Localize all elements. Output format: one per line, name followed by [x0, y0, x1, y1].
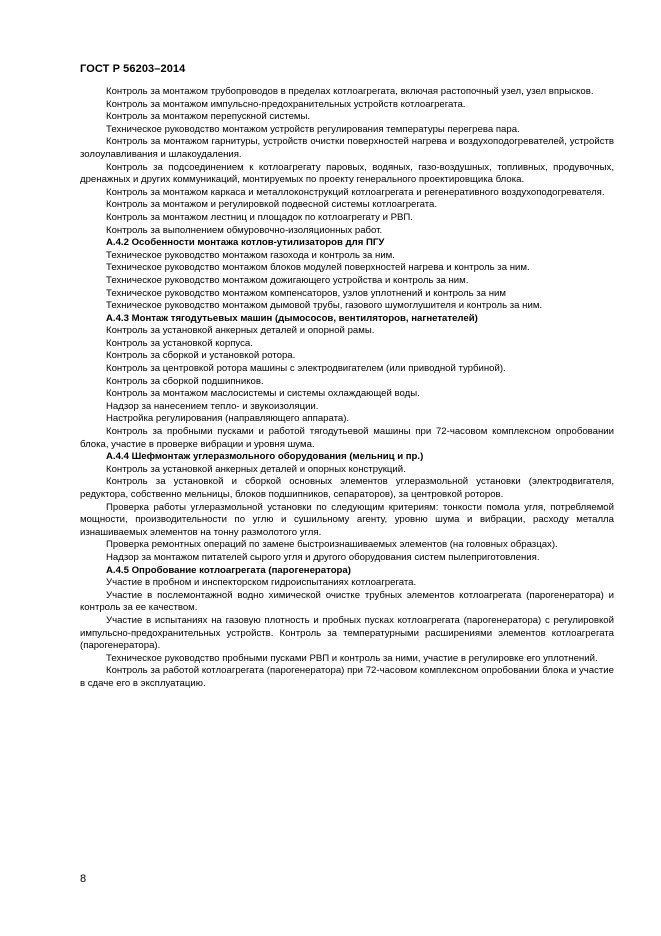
- paragraph: Контроль за монтажом трубопроводов в пределах котлоагрегата, включая растопочный узел, узел впрысков.: [106, 86, 594, 97]
- paragraph: Техническое руководство монтажом компенсаторов, узлов уплотнений и контроль за ним: [106, 287, 506, 299]
- section-heading-a-4-5: А.4.5 Опробование котлоагрегата (парогенератора): [106, 564, 351, 576]
- paragraph: Контроль за установкой и сборкой основных элементов углеразмольной установки (электродвигателя, редуктора, собственно мельницы, блоков подшипников, сепараторов), за центровкой роторов.: [80, 476, 614, 500]
- paragraph: Контроль за монтажом перепускной системы.: [106, 111, 311, 123]
- paragraph: Контроль за монтажом лестниц и площадок по котлоагрегату и РВП.: [106, 211, 413, 223]
- paragraph: Контроль за монтажом маслосистемы и системы охлаждающей воды.: [106, 388, 420, 400]
- paragraph: Контроль за монтажом гарнитуры, устройств очистки поверхностей нагрева и воздухоподогревателей, устройств золоулавливания и шлакоудаления.: [80, 136, 614, 160]
- paragraph: Контроль за пробными пусками и работой тягодутьевой машины при 72-часовом комплексном опробовании блока, участие в проверке вибрации и уровня шума.: [80, 426, 614, 450]
- paragraph: Участие в испытаниях на газовую плотность и пробных пусках котлоагрегата (парогенератора) с регулировкой импульсно-предохранительных устройств. Контроль за температурными расширениями элементов котлоагрегата (парогенератора).: [80, 614, 614, 652]
- paragraph: Техническое руководство монтажом дымовой трубы, газового шумоглушителя и контроль за ним.: [106, 300, 543, 312]
- paragraph: Контроль за установкой анкерных деталей и опорных конструкций.: [106, 463, 406, 475]
- paragraph: Техническое руководство монтажом дожигающего устройства и контроль за ним.: [106, 274, 469, 286]
- paragraph: Контроль за сборкой подшипников.: [106, 375, 264, 387]
- paragraph: Техническое руководство монтажом устройств регулирования температуры перегрева пара.: [106, 123, 520, 135]
- paragraph: Участие в послемонтажной водно химической очистке трубных элементов котлоагрегата (парогенератора) и контроль за ее качеством.: [80, 589, 614, 614]
- paragraph: Техническое руководство монтажом газохода и контроль за ним.: [106, 249, 395, 261]
- paragraph: Проверка работы углеразмольной установки по следующим критериям: тонкости помола угля, потребляемой мощности, производительности по углю и сушильному агенту, уровню шума и вибрации, расходу металла изнашиваемых элементов на тонну размолотого угля.: [80, 501, 614, 538]
- paragraph: Контроль за монтажом и регулировкой подвесной системы котлоагрегата.: [106, 199, 438, 211]
- paragraph: Контроль за подсоединением к котлоагрегату паровых, водяных, газо-воздушных, топливных, продувочных, дренажных и других коммуникаций, монтируемых по проекту генерального проектировщика блока.: [80, 161, 614, 186]
- paragraph: Участие в пробном и инспекторском гидроиспытаниях котлоагрегата.: [106, 577, 417, 589]
- paragraph: Техническое руководство монтажом блоков модулей поверхностей нагрева и контроль за ним.: [106, 262, 530, 274]
- section-heading-a-4-3: А.4.3 Монтаж тягодутьевых машин (дымососов, вентиляторов, нагнетателей): [106, 312, 478, 324]
- paragraph: Контроль за работой котлоагрегата (парогенератора) при 72-часовом комплексном опробовании блока и участие в сдаче его в эксплуатацию.: [80, 665, 614, 689]
- paragraph: Контроль за установкой анкерных деталей и опорной рамы.: [106, 325, 375, 337]
- paragraph: Контроль за центровкой ротора машины с электродвигателем (или приводной турбиной).: [106, 363, 506, 375]
- paragraph: Контроль за монтажом каркаса и металлоконструкций котлоагрегата и регенеративного воздухоподогревателя.: [106, 186, 605, 198]
- paragraph: Контроль за монтажом импульсно-предохранительных устройств котлоагрегата.: [106, 98, 466, 110]
- paragraph: Контроль за сборкой и установкой ротора.: [106, 350, 296, 362]
- document-body: [80, 86, 614, 691]
- paragraph: Надзор за нанесением тепло- и звукоизоляции.: [106, 400, 319, 412]
- section-heading-a-4-4: А.4.4 Шефмонтаж углеразмольного оборудования (мельниц и пр.): [106, 451, 424, 463]
- paragraph: Контроль за выполнением обмуровочно-изоляционных работ.: [106, 224, 383, 236]
- paragraph: Контроль за установкой корпуса.: [106, 337, 253, 349]
- document-code-header: ГОСТ Р 56203–2014: [80, 63, 186, 75]
- page-number: 8: [80, 873, 87, 885]
- paragraph: Надзор за монтажом питателей сырого угля и другого оборудования систем пылеприготовления.: [106, 551, 540, 563]
- section-heading-a-4-2: А.4.2 Особенности монтажа котлов-утилизаторов для ПГУ: [106, 237, 385, 249]
- paragraph: Техническое руководство пробными пусками РВП и контроль за ними, участие в регулировке его уплотнений.: [106, 652, 598, 664]
- paragraph: Настройка регулирования (направляющего аппарата).: [106, 413, 350, 425]
- paragraph: Проверка ремонтных операций по замене быстроизнашиваемых элементов (на головных образцах).: [106, 539, 558, 551]
